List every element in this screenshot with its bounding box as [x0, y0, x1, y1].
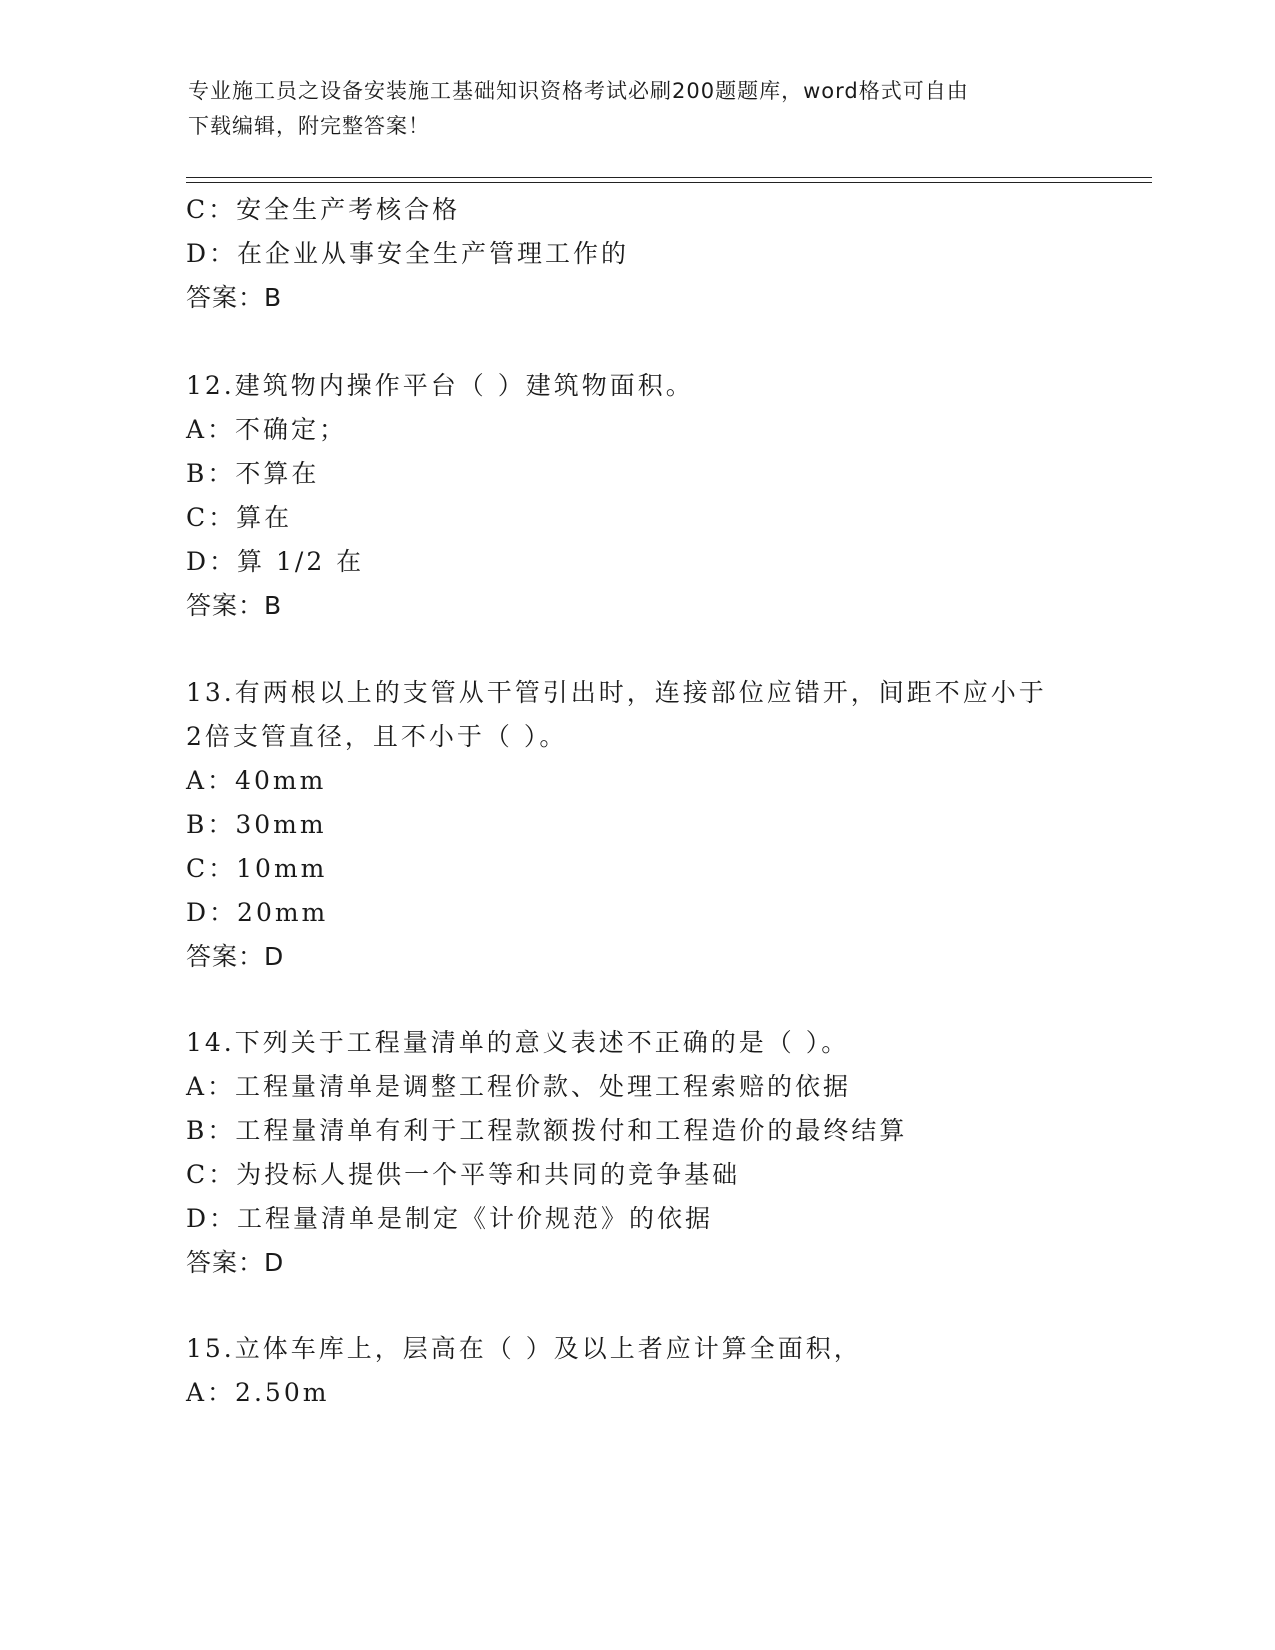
q15-option-a: A：2.50m	[186, 1378, 330, 1407]
q14-answer: 答案：D	[186, 1248, 285, 1277]
q12-stem: 12.建筑物内操作平台（ ）建筑物面积。	[186, 371, 694, 400]
q13-stem-line-2: 2倍支管直径，且不小于（ ）。	[186, 722, 568, 751]
header-line-1: 专业施工员之设备安装施工基础知识资格考试必刷200题题库，word格式可自由	[188, 79, 969, 103]
q14-stem: 14.下列关于工程量清单的意义表述不正确的是（ ）。	[186, 1028, 850, 1057]
q12-option-d: D：算 1/2 在	[186, 547, 365, 576]
q13-option-a: A：40mm	[186, 766, 327, 795]
q11-option-d: D：在企业从事安全生产管理工作的	[186, 239, 630, 268]
q14-option-d: D：工程量清单是制定《计价规范》的依据	[186, 1204, 714, 1233]
q12-answer: 答案：B	[186, 591, 283, 620]
document-header	[188, 74, 1068, 144]
q12-option-b: B：不算在	[186, 459, 320, 488]
q14-option-a: A：工程量清单是调整工程价款、处理工程索赔的依据	[186, 1072, 852, 1101]
q12-option-c: C：算在	[186, 503, 293, 532]
q12-option-a: A：不确定；	[186, 415, 348, 444]
q13-option-b: B：30mm	[186, 810, 327, 839]
q13-option-d: D：20mm	[186, 898, 329, 927]
q11-option-c: C：安全生产考核合格	[186, 195, 461, 224]
q15-stem: 15.立体车库上，层高在（ ）及以上者应计算全面积，	[186, 1334, 862, 1363]
q14-option-b: B：工程量清单有利于工程款额拨付和工程造价的最终结算	[186, 1116, 908, 1145]
header-divider-bottom	[186, 182, 1152, 183]
q13-option-c: C：10mm	[186, 854, 328, 883]
q13-answer: 答案：D	[186, 942, 285, 971]
q11-answer: 答案：B	[186, 283, 283, 312]
header-line-2: 下载编辑，附完整答案！	[188, 114, 430, 138]
header-divider-top	[186, 177, 1152, 178]
q14-option-c: C：为投标人提供一个平等和共同的竞争基础	[186, 1160, 741, 1189]
q13-stem-line-1: 13.有两根以上的支管从干管引出时，连接部位应错开，间距不应小于	[186, 678, 1047, 707]
